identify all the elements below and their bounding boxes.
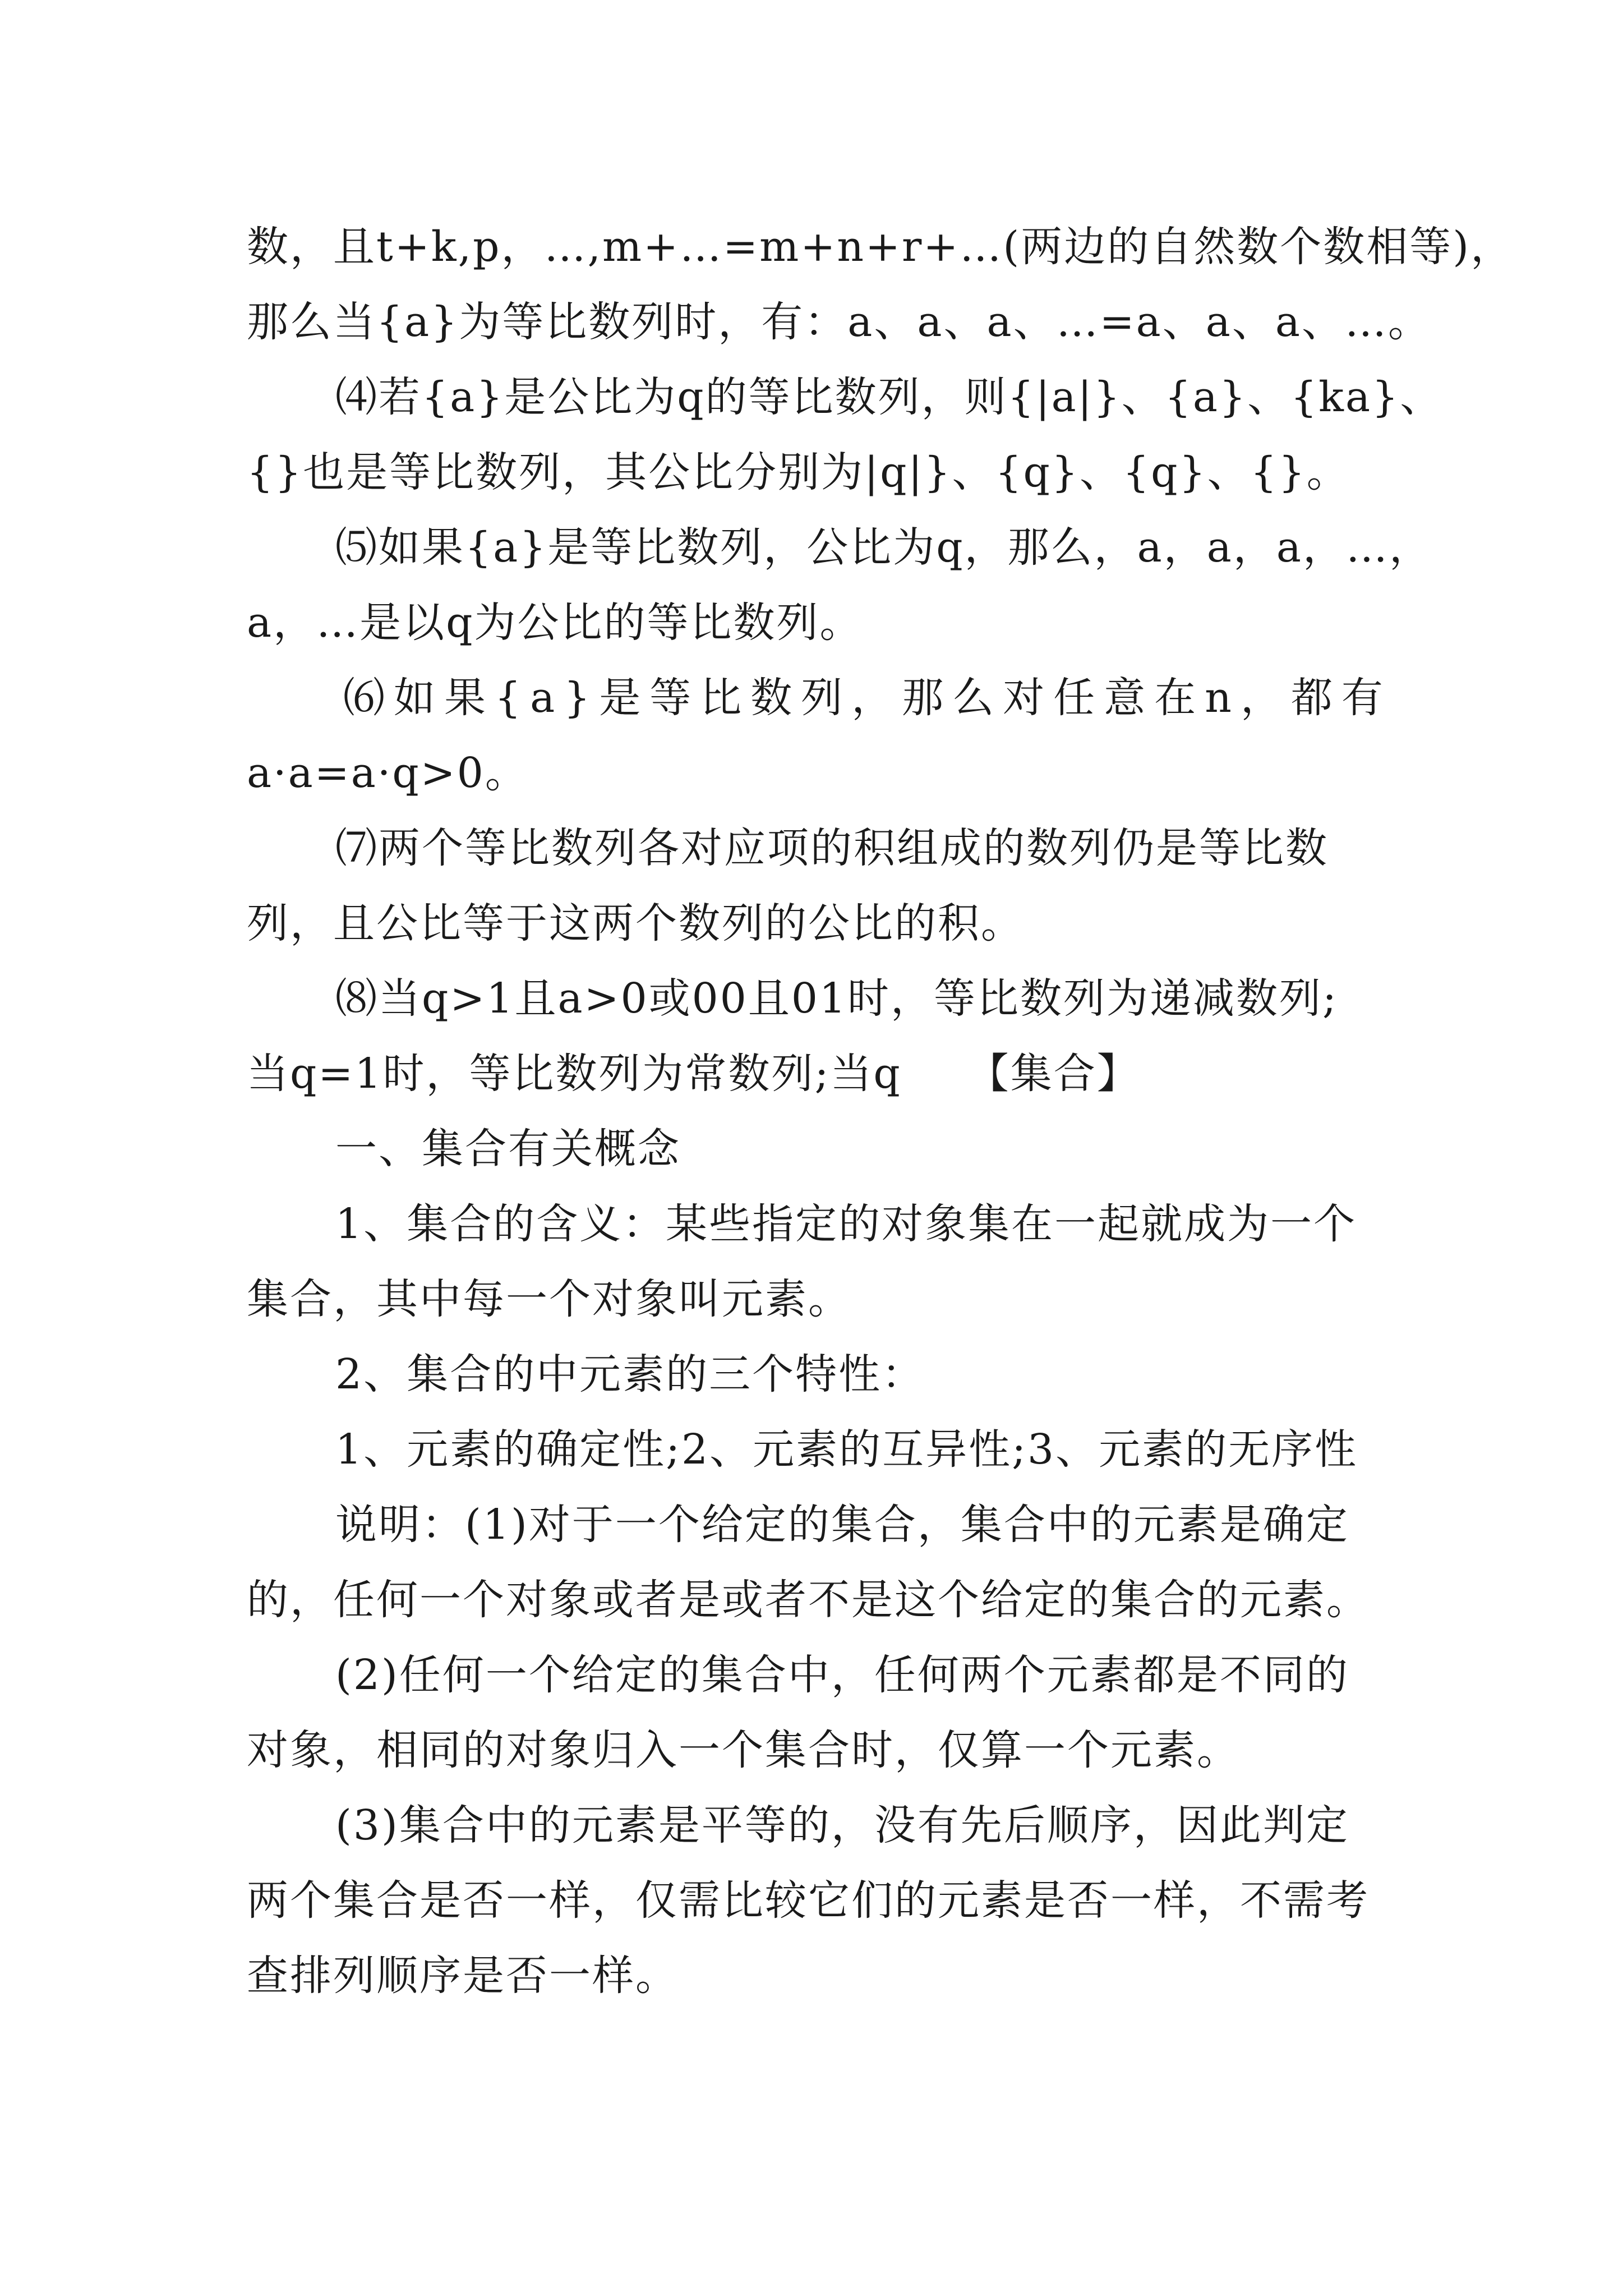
text-line: 数，且t+k,p，…,m+…=m+n+r+…(两边的自然数个数相等)， [247, 223, 1514, 271]
text-line: 两个集合是否一样，仅需比较它们的元素是否一样，不需考 [247, 1876, 1370, 1925]
text-line: 那么当{a}为等比数列时，有：a、a、a、…=a、a、a、…。 [247, 298, 1431, 346]
text-line: 列，且公比等于这两个数列的公比的积。 [247, 899, 1024, 947]
text-line: 对象，相同的对象归入一个集合时，仅算一个元素。 [247, 1726, 1240, 1774]
text-line: 查排列顺序是否一样。 [247, 1952, 679, 2000]
text-line: a，…是以q为公比的等比数列。 [247, 599, 863, 647]
text-line: ⑹如果{a}是等比数列，那么对任意在n，都有 [343, 674, 1392, 722]
text-line: ⑸如果{a}是等比数列，公比为q，那么，a，a，a，…， [335, 523, 1433, 572]
text-line: ⑺两个等比数列各对应项的积组成的数列仍是等比数 [335, 824, 1329, 872]
text-line: 1、元素的确定性;2、元素的互异性;3、元素的无序性 [335, 1425, 1358, 1474]
text-line: {}也是等比数列，其公比分别为|q|}、{q}、{q}、{}。 [247, 448, 1350, 496]
text-line: 当q=1时，等比数列为常数列;当q 【集合】 [247, 1050, 1140, 1098]
text-line: 2、集合的中元素的三个特性： [335, 1350, 925, 1398]
text-line: (3)集合中的元素是平等的，没有先后顺序，因此判定 [335, 1801, 1349, 1849]
text-line: ⑷若{a}是公比为q的等比数列，则{|a|}、{a}、{ka}、 [335, 373, 1444, 421]
text-line: 集合，其中每一个对象叫元素。 [247, 1275, 851, 1323]
text-line: 的，任何一个对象或者是或者不是这个给定的集合的元素。 [247, 1576, 1370, 1624]
text-line: a·a=a·q>0。 [247, 749, 528, 797]
text-line: 1、集合的含义：某些指定的对象集在一起就成为一个 [335, 1200, 1357, 1248]
text-line: 说明：(1)对于一个给定的集合，集合中的元素是确定 [335, 1501, 1349, 1549]
text-line: (2)任何一个给定的集合中，任何两个元素都是不同的 [335, 1651, 1349, 1699]
text-line: ⑻当q>1且a>0或00且01时，等比数列为递减数列; [335, 974, 1338, 1023]
section-heading: 一、集合有关概念 [335, 1125, 681, 1173]
